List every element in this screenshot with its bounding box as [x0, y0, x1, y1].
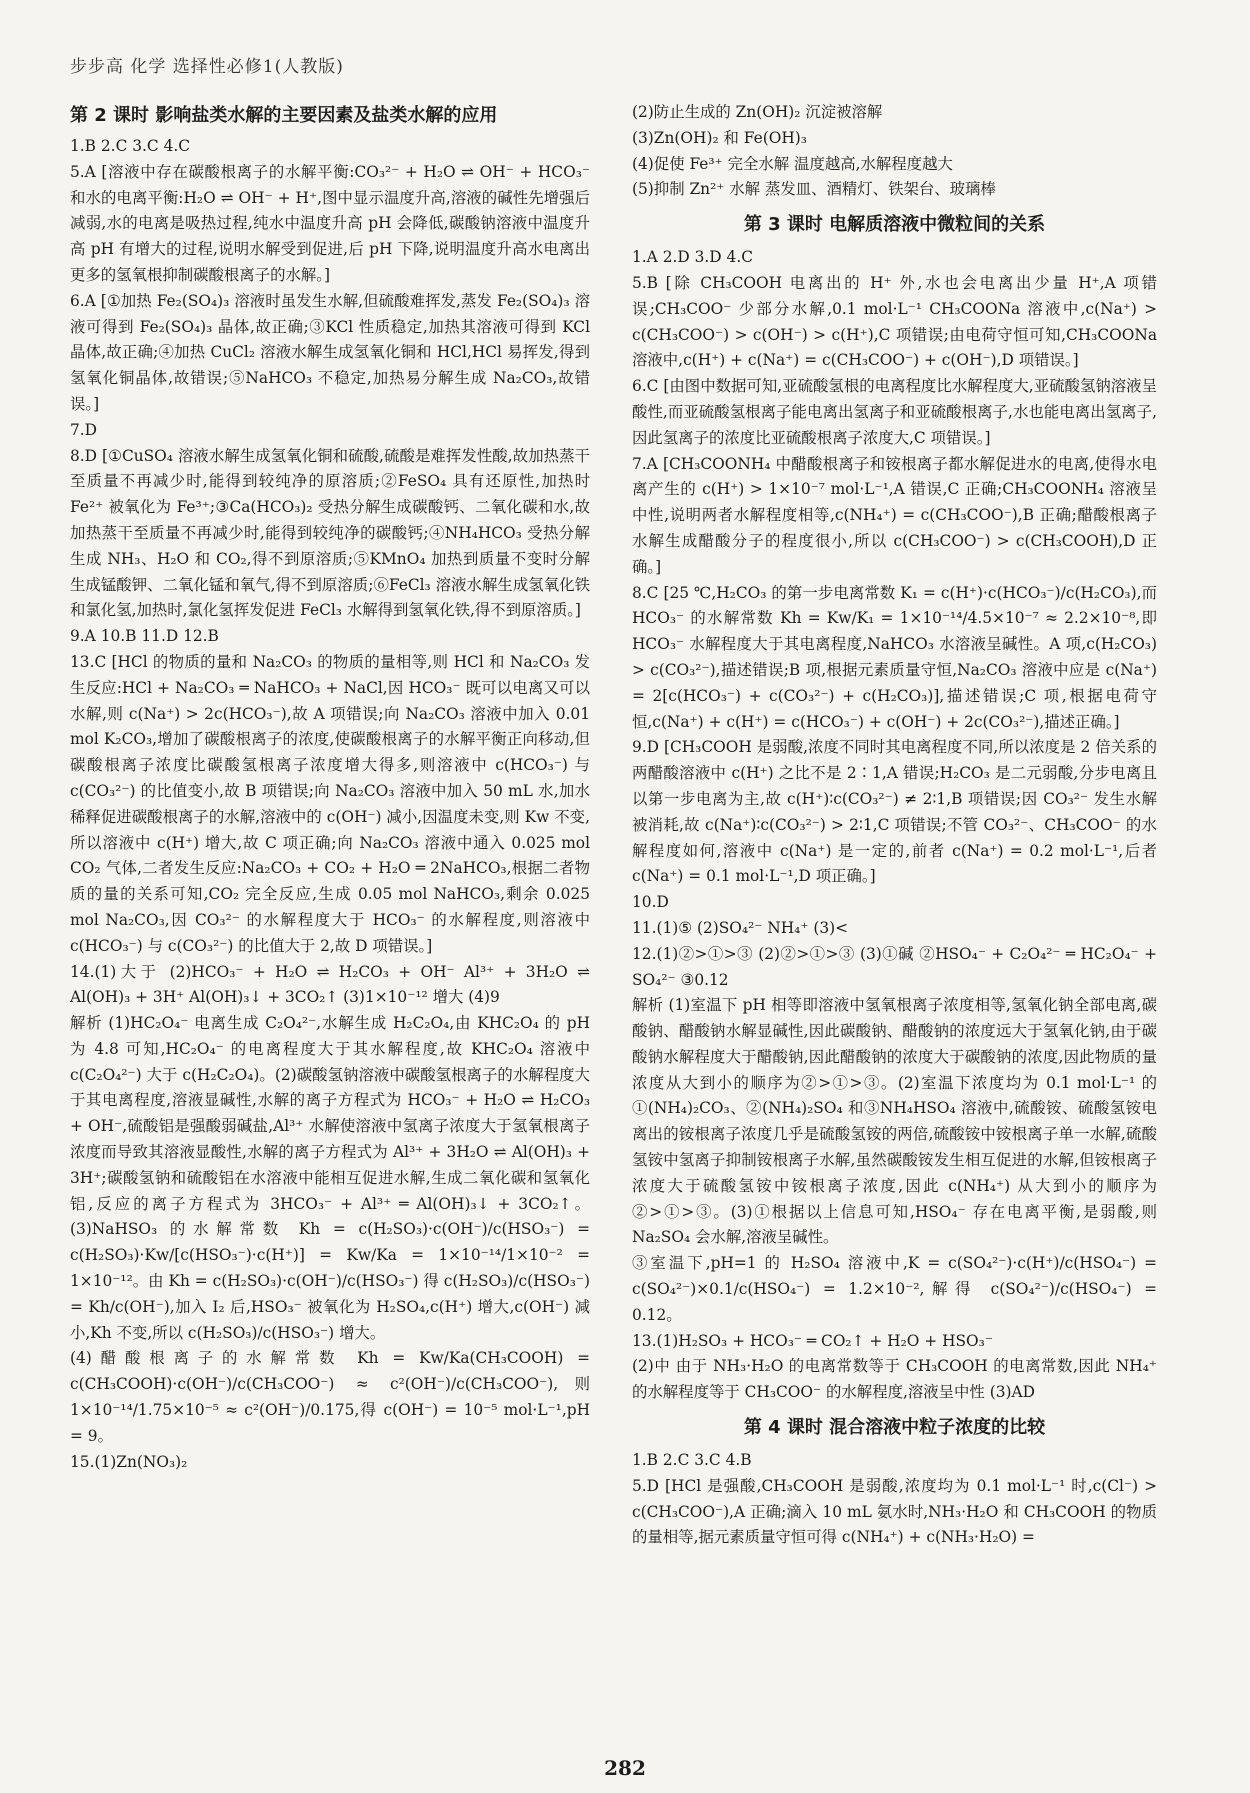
answer-line: (3)Zn(OH)₂ 和 Fe(OH)₃ [632, 128, 807, 147]
answer-paragraph: 8.C [25 ℃,H₂CO₃ 的第一步电离常数 K₁ = c(H⁺)·c(HCO₃⁻)/c(H₂CO₃),而 HCO₃⁻ 的水解常数 Kh = Kw/K₁ = 1×10⁻¹⁴/4.5×10⁻⁷ ≈ 2.2×10⁻⁸,即 HCO₃⁻ 水解程度大于其电离程度,NaHCO₃ 水溶液呈碱性。A 项,c(H₂CO₃) > c(CO₃²⁻),描述错误;B 项,根据元素质量守恒,Na₂CO₃ 溶液中应是 c(Na⁺) = 2[c(HCO₃⁻) + c(CO₃²⁻) + c(H₂CO₃)],描述错误;C 项,根据电荷守恒,c(Na⁺) + c(H⁺) = c(HCO₃⁻) + c(OH⁻) + 2c(CO₃²⁻),描述正确。] [632, 583, 1157, 731]
answer-line: (5)抑制 Zn²⁺ 水解 蒸发皿、酒精灯、铁架台、玻璃棒 [632, 180, 996, 199]
answer-line: 7.D [70, 420, 98, 439]
answer-paragraph: (2)中 由于 NH₃·H₂O 的电离常数等于 CH₃COOH 的电离常数,因此 NH₄⁺ 的水解程度等于 CH₃COO⁻ 的水解程度,溶液呈中性 (3)AD [632, 1357, 1157, 1402]
section-title-lesson-3: 第 3 课时 电解质溶液中微粒间的关系 [743, 214, 1046, 236]
answer-line: 11.(1)⑤ (2)SO₄²⁻ NH₄⁺ (3)< [632, 918, 849, 937]
answer-paragraph: 9.D [CH₃COOH 是弱酸,浓度不同时其电离程度不同,所以浓度是 2 倍关系的两醋酸溶液中 c(H⁺) 之比不是 2∶1,A 错误;H₂CO₃ 是二元弱酸,分步电离且以第一步电离为主,故 c(H⁺)∶c(CO₃²⁻) ≠ 2∶1,B 项错误;因 CO₃²⁻ 发生水解被消耗,故 c(Na⁺)∶c(CO₃²⁻) > 2∶1,C 项错误;不管 CO₃²⁻、CH₃COO⁻ 的水解程度如何,溶液中 c(Na⁺) 是一定的,前者 c(Na⁺) = 0.2 mol·L⁻¹,后者 c(Na⁺) = 0.1 mol·L⁻¹,D 项正确。] [632, 738, 1157, 886]
answer-paragraph: 5.B [除 CH₃COOH 电离出的 H⁺ 外,水也会电离出少量 H⁺,A 项错误;CH₃COO⁻ 少部分水解,0.1 mol·L⁻¹ CH₃COONa 溶液中,c(Na⁺) > c(CH₃COO⁻) > c(OH⁻) > c(H⁺),C 项错误;由电荷守恒可知,CH₃COONa 溶液中,c(H⁺) + c(Na⁺) = c(CH₃COO⁻) + c(OH⁻),D 项错误。] [632, 273, 1157, 370]
answer-line: 13.(1)H₂SO₃ + HCO₃⁻ ═ CO₂↑ + H₂O + HSO₃⁻ [632, 1331, 993, 1350]
answer-paragraph: 5.D [HCl 是强酸,CH₃COOH 是弱酸,浓度均为 0.1 mol·L⁻¹ 时,c(Cl⁻) > c(CH₃COO⁻),A 正确;滴入 10 mL 氨水时,NH₃·H₂O 和 CH₃COOH 的物质的量相等,据元素质量守恒可得 c(NH₄⁺) + c(NH₃·H₂O) = [632, 1476, 1157, 1547]
analysis-paragraph: 解析 (1)HC₂O₄⁻ 电离生成 C₂O₄²⁻,水解生成 H₂C₂O₄,由 KHC₂O₄ 的 pH 为 4.8 可知,HC₂O₄⁻ 的电离程度大于其水解程度,故 KHC₂O₄ 溶液中 c(C₂O₄²⁻) 大于 c(H₂C₂O₄)。(2)碳酸氢钠溶液中碳酸氢根离子的水解程度大于其电离程度,溶液显碱性,水解的离子方程式为 HCO₃⁻ + H₂O ⇌ H₂CO₃ + OH⁻,硫酸铝是强酸弱碱盐,Al³⁺ 水解使溶液中氢离子浓度大于氢氧根离子浓度而导致其溶液显酸性,水解的离子方程式为 Al³⁺ + 3H₂O ⇌ Al(OH)₃ + 3H⁺;碳酸氢钠和硫酸铝在水溶液中能相互促进水解,生成二氧化碳和氢氧化铝,反应的离子方程式为 3HCO₃⁻ + Al³⁺ ═ Al(OH)₃↓ + 3CO₂↑。(3)NaHSO₃ 的水解常数 Kh = c(H₂SO₃)·c(OH⁻)/c(HSO₃⁻) = c(H₂SO₃)·Kw/[c(HSO₃⁻)·c(H⁺)] = Kw/Ka = 1×10⁻¹⁴/1×10⁻² = 1×10⁻¹²。由 Kh = c(H₂SO₃)·c(OH⁻)/c(HSO₃⁻) 得 c(H₂SO₃)/c(HSO₃⁻) = Kh/c(OH⁻),加入 I₂ 后,HSO₃⁻ 被氧化为 H₂SO₄,c(H⁺) 增大,c(OH⁻) 减小,Kh 不变,所以 c(H₂SO₃)/c(HSO₃⁻) 增大。 [70, 1014, 590, 1342]
left-column [70, 100, 590, 1475]
answer-line: 10.D [632, 893, 669, 912]
answer-paragraph: 6.C [由图中数据可知,亚硫酸氢根的电离程度比水解程度大,亚硫酸氢钠溶液呈酸性,而亚硫酸氢根离子能电离出氢离子和亚硫酸根离子,水也能电离出氢离子,因此氢离子的浓度比亚硫酸根离子浓度大,C 项错误。] [632, 377, 1157, 447]
answer-paragraph: 14.(1)大于 (2)HCO₃⁻ + H₂O ⇌ H₂CO₃ + OH⁻ Al³⁺ + 3H₂O ⇌ Al(OH)₃ + 3H⁺ Al(OH)₃↓ + 3CO₂↑ (3)1×10⁻¹² 增大 (4)9 [70, 962, 590, 1007]
analysis-paragraph: 解析 (1)室温下 pH 相等即溶液中氢氧根离子浓度相等,氢氧化钠全部电离,碳酸钠、醋酸钠水解显碱性,因此碳酸钠、醋酸钠的浓度远大于氢氧化钠,由于碳酸钠水解程度大于醋酸钠,因此醋酸钠的浓度大于碳酸钠的浓度,因此物质的量浓度从大到小的顺序为②>①>③。(2)室温下浓度均为 0.1 mol·L⁻¹ 的①(NH₄)₂CO₃、②(NH₄)₂SO₄ 和③NH₄HSO₄ 溶液中,硫酸铵、硫酸氢铵电离出的铵根离子浓度几乎是硫酸氢铵的两倍,硫酸铵中铵根离子单一水解,硫酸氢铵中氢离子抑制铵根离子水解,虽然碳酸铵发生相互促进的水解,但铵根离子浓度大于硫酸氢铵中铵根离子浓度,因此 c(NH₄⁺) 从大到小的顺序为②>①>③。(3)①根据以上信息可知,HSO₄⁻ 存在电离平衡,是弱酸,则 Na₂SO₄ 会水解,溶液呈碱性。 [632, 996, 1157, 1247]
answer-line: (4)促使 Fe³⁺ 完全水解 温度越高,水解程度越大 [632, 154, 953, 173]
analysis-paragraph: ③室温下,pH=1 的 H₂SO₄ 溶液中,K = c(SO₄²⁻)·c(H⁺)/c(HSO₄⁻) = c(SO₄²⁻)×0.1/c(HSO₄⁻) = 1.2×10⁻²,解得 c(SO₄²⁻)/c(HSO₄⁻) = 0.12。 [632, 1254, 1157, 1324]
answer-paragraph: 8.D [①CuSO₄ 溶液水解生成氢氧化铜和硫酸,硫酸是难挥发性酸,故加热蒸干至质量不再减少时,能得到较纯净的原溶质;②FeSO₄ 具有还原性,加热时 Fe²⁺ 被氧化为 Fe³⁺;③Ca(HCO₃)₂ 受热分解生成碳酸钙、二氧化碳和水,故加热蒸干至质量不再减少时,能得到较纯净的碳酸钙;④NH₄HCO₃ 受热分解生成 NH₃、H₂O 和 CO₂,得不到原溶质;⑤KMnO₄ 加热到质量不变时分解生成锰酸钾、二氧化锰和氧气,得不到原溶质;⑥FeCl₃ 溶液水解生成氢氧化铁和氯化氢,加热时,氯化氢挥发促进 FeCl₃ 水解得到氢氧化铁,得不到原溶质。] [70, 446, 590, 620]
answer-line: 1.A 2.D 3.D 4.C [632, 248, 753, 267]
answer-line: 1.B 2.C 3.C 4.C [70, 137, 191, 155]
section-title-lesson-4: 第 4 课时 混合溶液中粒子浓度的比较 [743, 1417, 1046, 1439]
answer-paragraph: 5.A [溶液中存在碳酸根离子的水解平衡:CO₃²⁻ + H₂O ⇌ OH⁻ + HCO₃⁻ 和水的电离平衡:H₂O ⇌ OH⁻ + H⁺,图中显示温度升高,溶液的碱性先增强后减弱,水的电离是吸热过程,纯水中温度升高 pH 会降低,碳酸钠溶液中温度升高 pH 有增大的过程,说明水解受到促进,后 pH 下降,说明温度升高水电离出更多的氢氧根抑制碳酸根离子的水解。] [70, 162, 590, 284]
section-title-lesson-2: 第 2 课时 影响盐类水解的主要因素及盐类水解的应用 [70, 105, 498, 126]
answer-paragraph: 7.A [CH₃COONH₄ 中醋酸根离子和铵根离子都水解促进水的电离,使得水电离产生的 c(H⁺) > 1×10⁻⁷ mol·L⁻¹,A 错误,C 正确;CH₃COONH₄ 溶液呈中性,说明两者水解程度相等,c(NH₄⁺) = c(CH₃COO⁻),B 正确;醋酸根离子水解生成醋酸分子的程度很小,所以 c(CH₃COO⁻) > c(CH₃COOH),D 正确。] [632, 454, 1157, 576]
answer-line: 1.B 2.C 3.C 4.B [632, 1451, 752, 1470]
answer-paragraph: 6.A [①加热 Fe₂(SO₄)₃ 溶液时虽发生水解,但硫酸难挥发,蒸发 Fe₂(SO₄)₃ 溶液可得到 Fe₂(SO₄)₃ 晶体,故正确;③KCl 性质稳定,加热其溶液可得到 KCl 晶体,故正确;④加热 CuCl₂ 溶液水解生成氢氧化铜和 HCl,HCl 易挥发,得到氢氧化铜晶体,故错误;⑤NaHCO₃ 不稳定,加热易分解生成 Na₂CO₃,故错误。] [70, 291, 590, 413]
page-number: 282 [604, 1756, 646, 1780]
right-column [632, 100, 1157, 1551]
analysis-paragraph: (4)醋酸根离子的水解常数 Kh = Kw/Ka(CH₃COOH) = c(CH₃COOH)·c(OH⁻)/c(CH₃COO⁻) ≈ c²(OH⁻)/c(CH₃COO⁻),则 1×10⁻¹⁴/1.75×10⁻⁵ ≈ c²(OH⁻)/0.175,得 c(OH⁻) = 10⁻⁵ mol·L⁻¹,pH = 9。 [70, 1349, 590, 1445]
answer-paragraph: 13.C [HCl 的物质的量和 Na₂CO₃ 的物质的量相等,则 HCl 和 Na₂CO₃ 发生反应:HCl + Na₂CO₃ ═ NaHCO₃ + NaCl,因 HCO₃⁻ 既可以电离又可以水解,则 c(Na⁺) > 2c(HCO₃⁻),故 A 项错误;向 Na₂CO₃ 溶液中加入 0.01 mol K₂CO₃,增加了碳酸根离子的浓度,使碳酸根离子的水解平衡正向移动,但碳酸根离子浓度比碳酸氢根离子浓度增大得多,则溶液中 c(HCO₃⁻) 与 c(CO₃²⁻) 的比值变小,故 B 项错误;向 Na₂CO₃ 溶液中加入 50 mL 水,加水稀释促进碳酸根离子的水解,溶液中的 c(OH⁻) 减小,因温度未变,则 Kw 不变,所以溶液中 c(H⁺) 增大,故 C 项正确;向 Na₂CO₃ 溶液中通入 0.025 mol CO₂ 气体,二者发生反应:Na₂CO₃ + CO₂ + H₂O ═ 2NaHCO₃,根据二者物质的量的关系可知,CO₂ 完全反应,生成 0.05 mol NaHCO₃,剩余 0.025 mol Na₂CO₃,因 CO₃²⁻ 的水解程度大于 HCO₃⁻ 的水解程度,则溶液中 c(HCO₃⁻) 与 c(CO₃²⁻) 的比值大于 2,故 D 项错误。] [70, 652, 590, 955]
answer-paragraph: 12.(1)②>①>③ (2)②>①>③ (3)①碱 ②HSO₄⁻ + C₂O₄²⁻ ═ HC₂O₄⁻ + SO₄²⁻ ③0.12 [632, 944, 1157, 989]
answer-line: 9.A 10.B 11.D 12.B [70, 627, 219, 646]
running-head: 步步高 化学 选择性必修1(人教版) [70, 57, 344, 77]
answer-line: (2)防止生成的 Zn(OH)₂ 沉淀被溶解 [632, 103, 883, 121]
answer-line: 15.(1)Zn(NO₃)₂ [70, 1452, 188, 1471]
